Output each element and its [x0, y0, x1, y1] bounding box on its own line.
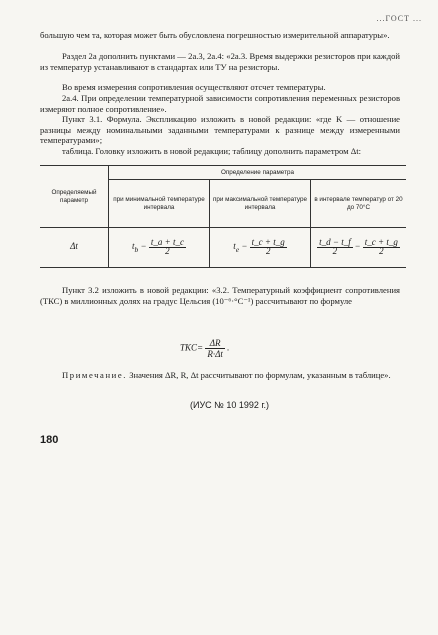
note-paragraph: [40, 370, 400, 381]
page-number: 180: [40, 434, 59, 446]
table-header-interval: в интервале температур от 20 до 70°С: [311, 180, 407, 228]
paragraph-0: большую чем та, которая может быть обусловлена погрешностью измерительной аппаратуры».: [40, 30, 390, 40]
table-cell-max-formula: $t_e$ − $\frac{t\_c + t\_g}{2}$: [210, 228, 311, 268]
table-cell-param: Δt: [40, 228, 109, 268]
table-cell-min-formula: $t_b$ − $\frac{t\_a + t\_c}{2}$: [109, 228, 210, 268]
table-header-max: при максимальной температуре интервала: [210, 180, 311, 228]
note-label: Примечание.: [62, 370, 128, 380]
table-header-group: Определение параметра: [109, 166, 407, 180]
tkc-formula: TKC= $\frac{\Delta R}{R\cdot\Delta t}$ .: [180, 338, 230, 359]
reference-line: (ИУС № 10 1992 г.): [190, 400, 270, 410]
paragraph-5: таблица. Головку изложить в новой редакции; таблицу дополнить параметром Δt:: [62, 146, 362, 156]
paragraph-2: Во время измерения сопротивления осуществляют отсчет температуры.: [62, 82, 326, 92]
table-header-min: при минимальной температуре интервала: [109, 180, 210, 228]
header-fragment: ...ГОСТ ...: [376, 14, 422, 23]
table-cell-interval-formula: $\frac{t\_d - t\_f}{2}$ − $\frac{t\_c + t\_g}{2}$: [311, 228, 407, 268]
paragraph-1: Раздел 2а дополнить пунктами — 2а.3, 2а.4: «2а.3. Время выдержки резисторов при каждой из температур устанавливают в стандартах или ТУ на резисторы.: [40, 51, 400, 72]
table-header-param: Определяемый параметр: [40, 166, 109, 228]
parameter-table: [40, 165, 406, 268]
paragraph-4: Пункт 3.1. Формула. Экспликацию изложить в новой редакции: «где K — отношение разницы между номинальными заданными температурами к разнице между измеренными температурами»;: [40, 114, 400, 146]
note-text: Значения ΔR, R, Δt рассчитывают по формулам, указанным в таблице».: [129, 370, 391, 380]
paragraph-6: Пункт 3.2 изложить в новой редакции: «3.2. Температурный коэффициент сопротивления (ТКС) в миллионных долях на градус Цельсия (10⁻⁶·°С⁻¹) рассчитывают по формуле: [40, 285, 400, 306]
paragraph-3: 2а.4. При определении температурной зависимости сопротивления переменных резисторов измеряют полное сопротивление».: [40, 93, 400, 114]
